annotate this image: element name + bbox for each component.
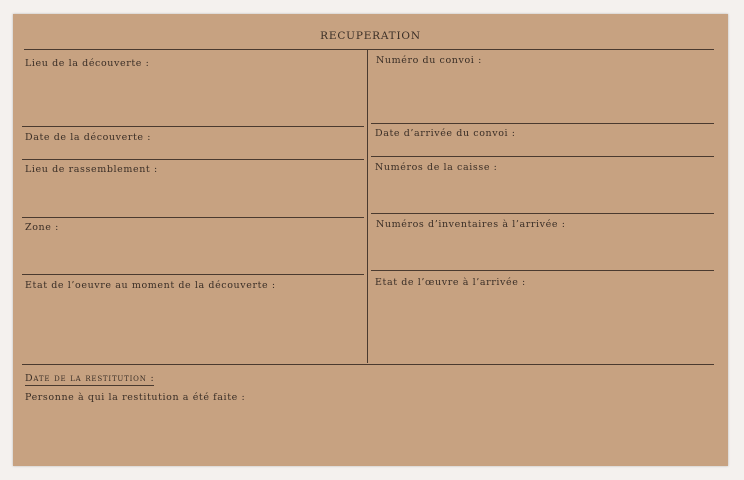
- rule-left-3: [22, 217, 364, 218]
- rule-left-2: [22, 159, 364, 160]
- rule-right-1: [371, 123, 714, 124]
- card-title: RECUPERATION: [320, 30, 421, 42]
- field-date-decouverte: Date de la découverte :: [25, 132, 152, 143]
- field-etat-oeuvre-decouverte: Etat de l’oeuvre au moment de la découverte :: [25, 280, 276, 291]
- field-numero-convoi: Numéro du convoi :: [376, 55, 482, 66]
- rule-left-4: [22, 274, 364, 275]
- restitution-person-field: Personne à qui la restitution a été faite :: [25, 392, 246, 403]
- rule-right-3: [371, 213, 714, 214]
- field-lieu-decouverte: Lieu de la découverte :: [25, 58, 150, 69]
- field-etat-oeuvre-arrivee: Etat de l’œuvre à l’arrivée :: [375, 277, 526, 288]
- top-rule: [24, 49, 714, 50]
- field-numeros-inventaires: Numéros d’inventaires à l’arrivée :: [376, 219, 566, 230]
- rule-left-1: [22, 126, 364, 127]
- restitution-date-header: Date de la restitution :: [25, 373, 155, 384]
- field-date-arrivee-convoi: Date d’arrivée du convoi :: [375, 128, 516, 139]
- rule-right-2: [371, 156, 714, 157]
- restitution-rule: [22, 364, 714, 365]
- field-zone: Zone :: [25, 222, 59, 233]
- center-divider: [367, 50, 368, 363]
- recuperation-card: [13, 14, 728, 466]
- field-numeros-caisse: Numéros de la caisse :: [375, 162, 498, 173]
- field-lieu-rassemblement: Lieu de rassemblement :: [25, 164, 158, 175]
- rule-right-4: [371, 270, 714, 271]
